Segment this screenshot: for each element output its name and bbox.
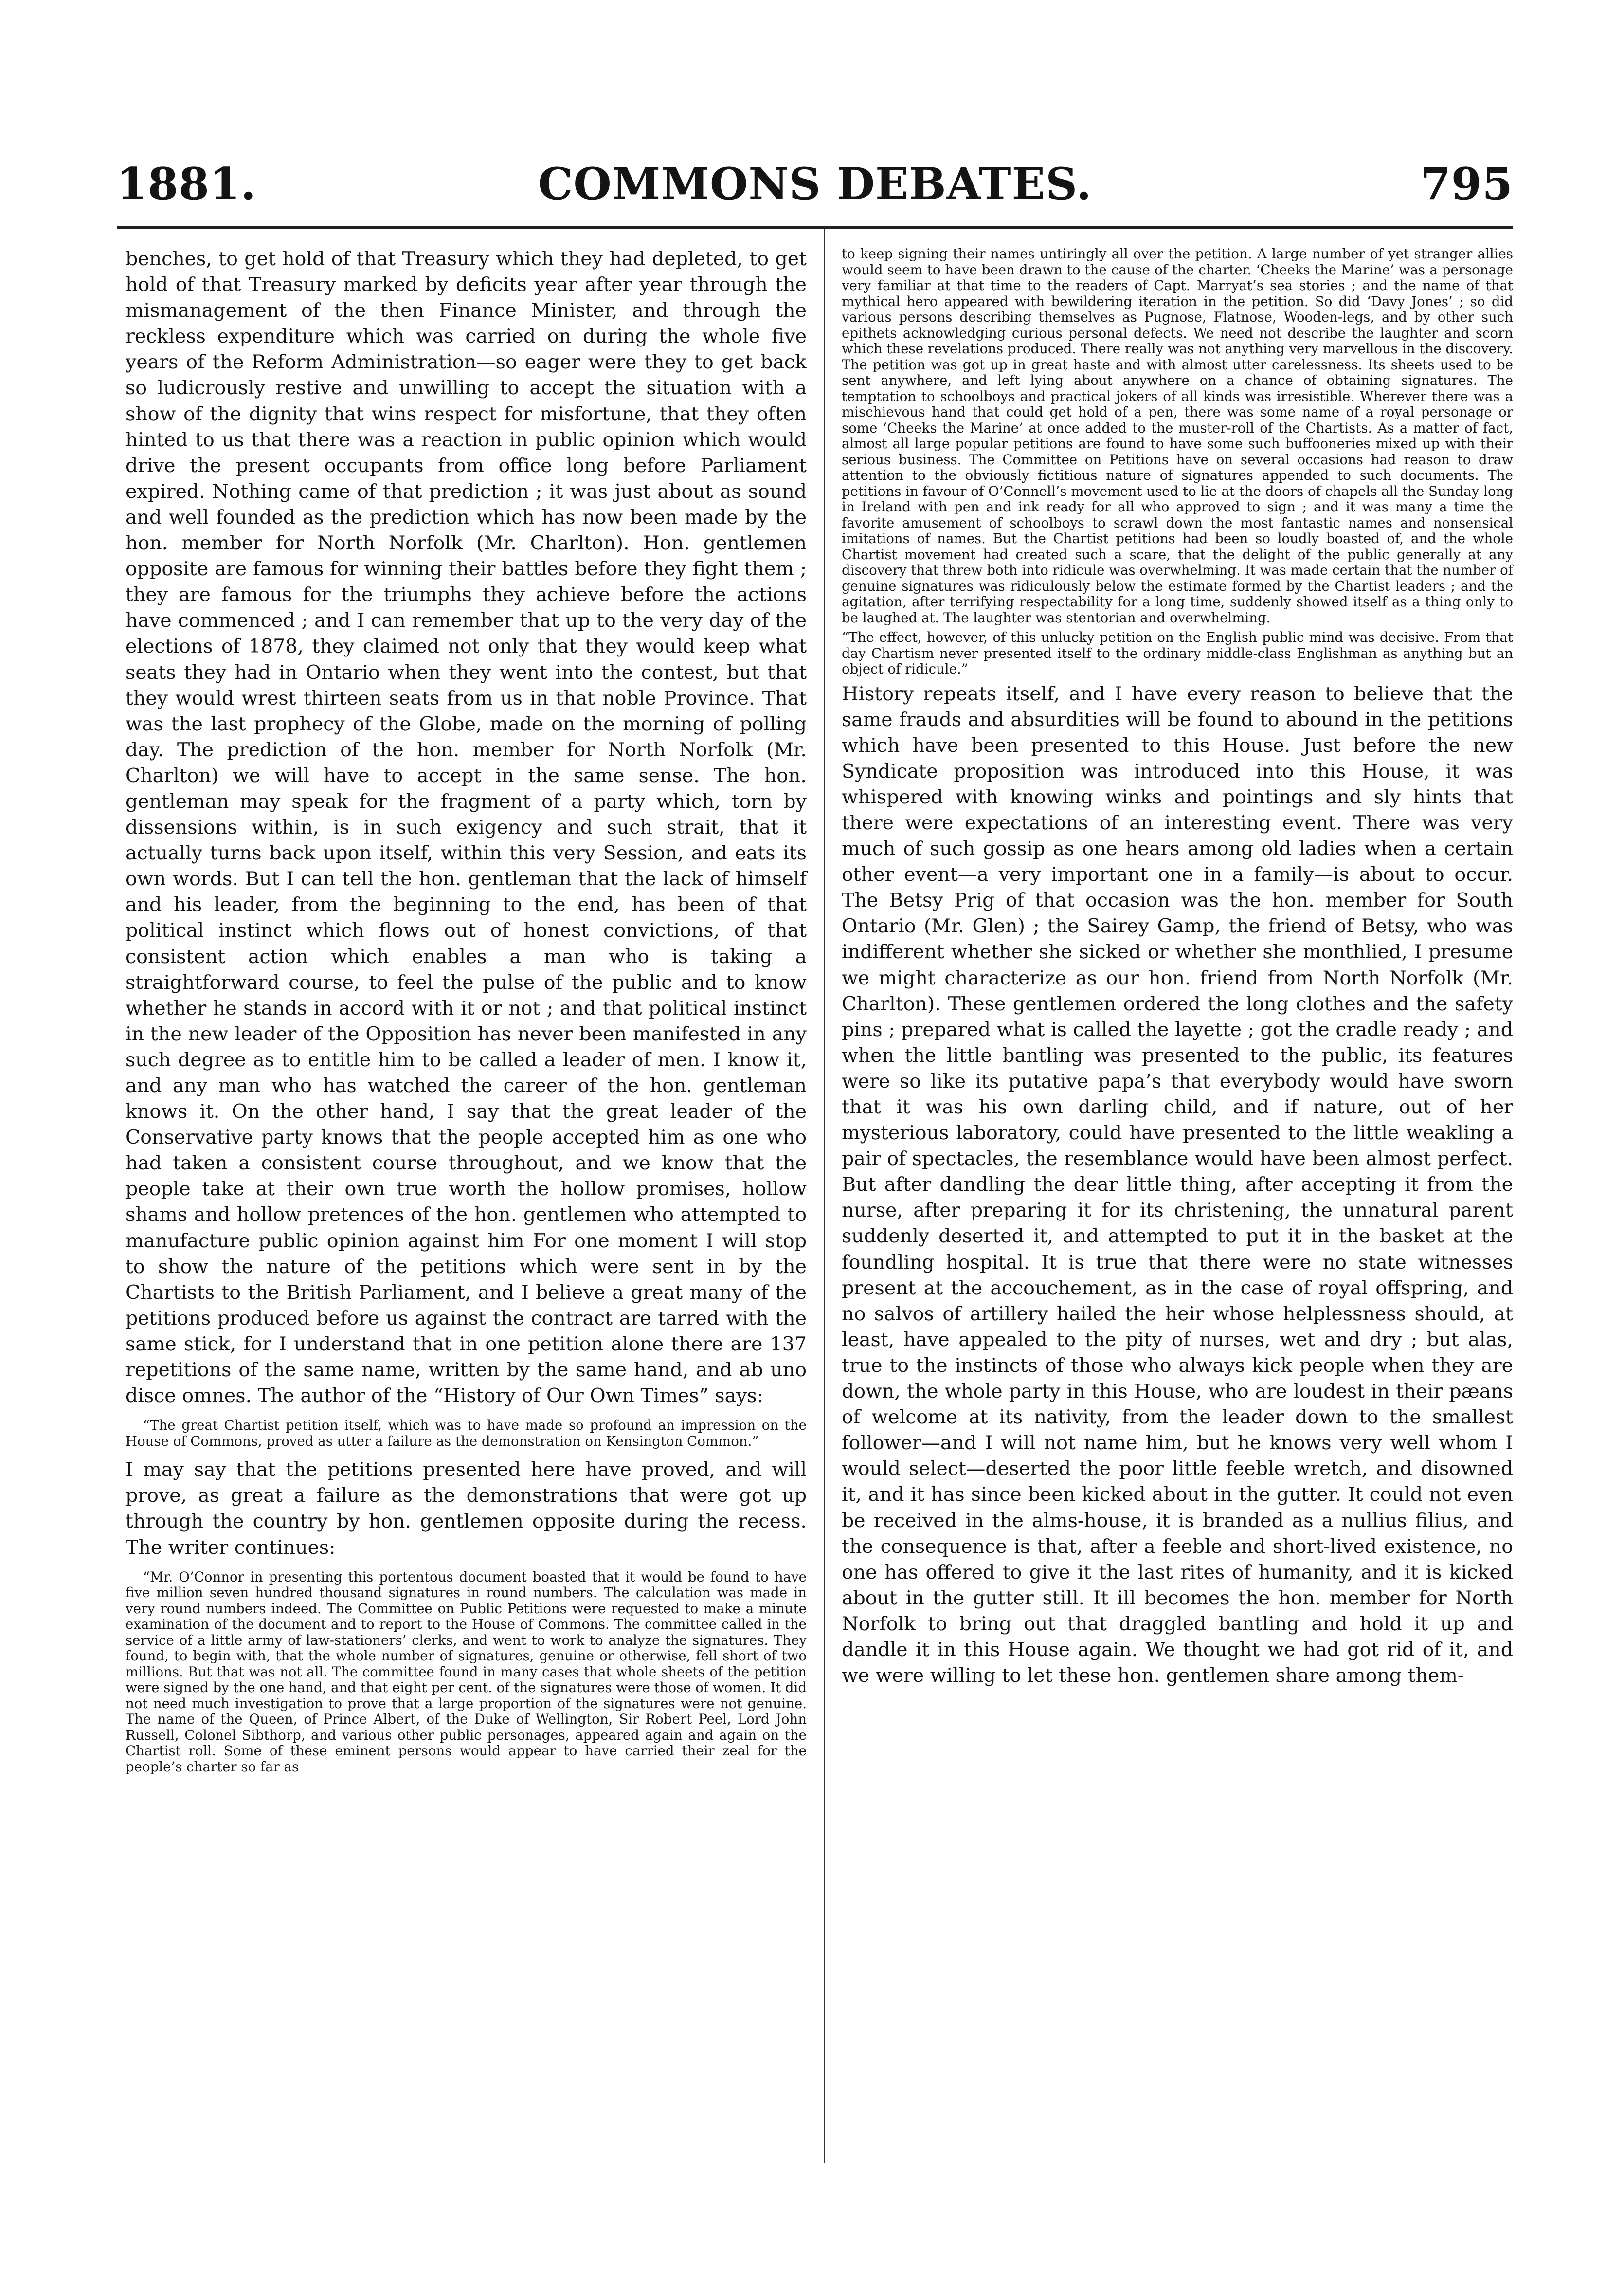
speech-paragraph: History repeats itself, and I have every reason to believe that the same frauds and absurdities will be found to abound in the petitions which have been presented to this House. Just before the new Syndicate proposition was introduced into this House, it was whispered with knowing winks and pointings and sly hints that there were expectations of an interesting event. There was very much of such gossip as one hears among old ladies when a certain other event—a very important one in a family—is about to occur. The Betsy Prig of that occasion was the hon. member for South Ontario (Mr. Glen) ; the Sairey Gamp, the friend of Betsy, who was indifferent whether she sicked or whether she monthlied, I presume we might characterize as our hon. friend from North Norfolk (Mr. Charlton). These gentlemen ordered the long clothes and the safety pins ; prepared what is called the layette ; got the cradle ready ; and when the little bantling was presented to the public, its features were so like its putative papa’s that everybody would have sworn that it was his own darling child, and if nature, out of her mysterious laboratory, could have presented to the little weakling a pair of spectacles, the resemblance would have been almost perfect. But after dandling the dear little thing, after accepting it from the nurse, after preparing it for its christening, the unnatural parent suddenly deserted it, and attempted to put it in the basket at the foundling hospital. It is true that there were no state witnesses present at the accouchement, as in the case of royal offspring, and no salvos of artillery hailed the heir whose helplessness should, at least, have appealed to the pity of nurses, wet and dry ; but alas, true to the instincts of those who always kick people when they are down, the whole party in this House, who are loudest in their pæans of welcome at its nativity, from the leader down to the smallest follower—and I will not name him, but he knows very well whom I would select—deserted the poor little feeble wretch, and disowned it, and it has since been kicked about in the gutter. It could not even be received in the alms-house, it is branded as a nullius filius, and the consequence is that, after a feeble and short-lived existence, no one has offered to give it the last rites of humanity, and it is kicked about in the gutter still. It ill becomes the hon. member for North Norfolk to bring out that draggled bantling and hold it up and dandle it in this House again. We thought we had got rid of it, and we were willing to let these hon. gentlemen share among them- xyxy=(842,682,1513,1687)
running-title: COMMONS DEBATES. xyxy=(538,158,1092,210)
left-column xyxy=(126,246,807,1783)
block-quote-continued: to keep signing their names untiringly all over the petition. A large number of yet stranger allies would seem to have been drawn to the cause of the charter. ‘Cheeks the Marine’ was a personage very familiar at that time to the readers of Capt. Marryat’s sea stories ; and the name of that mythical hero appeared with bewildering iteration in the petition. So did ‘Davy Jones’ ; so did various persons describing themselves as Pugnose, Flatnose, Wooden-legs, and by other such epithets acknowledging curious personal defects. We need not describe the laughter and scorn which these revelations produced. There really was not anything very marvellous in the discovery. The petition was got up in great haste and with almost utter carelessness. Its sheets used to be sent anywhere, and left lying about anywhere on a chance of obtaining signatures. The temptation to schoolboys and practical jokers of all kinds was irresistible. Wherever there was a mischievous hand that could get hold of a pen, there was some name of a royal personage or some ‘Cheeks the Marine’ at once added to the muster-roll of the Chartists. As a matter of fact, almost all large popular petitions are found to have some such buffooneries mixed up with their serious business. The Committee on Petitions have on several occasions had reason to draw attention to the obviously fictitious nature of signatures appended to such documents. The petitions in favour of O’Connell’s movement used to lie at the doors of chapels all the Sunday long in Ireland with pen and ink ready for all who approved to sign ; and it was many a time the favorite amusement of schoolboys to scrawl down the most fantastic names and nonsensical imitations of names. But the Chartist petitions had been so loudly boasted of, and the whole Chartist movement had created such a scare, that the delight of the public generally at any discovery that threw both into ridicule was overwhelming. It was made certain that the number of genuine signatures was ridiculously below the estimate formed by the Chartist leaders ; and the agitation, after terrifying respectability for a long time, suddenly showed itself as a thing only to be laughed at. The laughter was stentorian and overwhelming. xyxy=(842,246,1513,626)
right-column xyxy=(842,246,1513,1689)
block-quote: “Mr. O’Connor in presenting this portentous document boasted that it would be found to have five million seven hundred thousand signatures in round numbers. The calculation was made in very round numbers indeed. The Committee on Public Petitions were requested to make a minute examination of the document and to report to the House of Commons. The committee called in the service of a little army of law-stationers’ clerks, and went to work to analyze the signatures. They found, to begin with, that the whole number of signatures, genuine or otherwise, fell short of two millions. But that was not all. The committee found in many cases that whole sheets of the petition were signed by the one hand, and that eight per cent. of the signatures were those of women. It did not need much investigation to prove that a large proportion of the signatures were not genuine. The name of the Queen, of Prince Albert, of the Duke of Wellington, Sir Robert Peel, Lord John Russell, Colonel Sibthorp, and various other public personages, appeared again and again on the Chartist roll. Some of these eminent persons would appear to have carried their zeal for the people’s charter so far as xyxy=(126,1568,807,1775)
block-quote: “The great Chartist petition itself, which was to have made so profound an impression on the House of Commons, proved as utter a failure as the demonstration on Kensington Common.” xyxy=(126,1417,807,1449)
page-header xyxy=(117,155,1513,213)
header-rule xyxy=(117,226,1513,229)
page-number: 795 xyxy=(1420,158,1513,210)
column-divider xyxy=(824,229,825,2163)
block-quote: “The effect, however, of this unlucky petition on the English public mind was decisive. From that day Chartism never presented itself to the ordinary middle-class Englishman as anything but an object of ridicule.” xyxy=(842,629,1513,677)
speech-paragraph: benches, to get hold of that Treasury which they had depleted, to get hold of that Treasury marked by deficits year after year through the mismanagement of the then Finance Minister, and through the reckless expenditure which was carried on during the whole five years of the Reform Administration—so eager were they to get back so ludicrously restive and unwilling to accept the situation with a show of the dignity that wins respect for misfortune, that they often hinted to us that there was a reaction in public opinion which would drive the present occupants from office long before Parliament expired. Nothing came of that prediction ; it was just about as sound and well founded as the prediction which has now been made by the hon. member for North Norfolk (Mr. Charlton). Hon. gentlemen opposite are famous for winning their battles before they fight them ; they are famous for the triumphs they achieve before the actions have commenced ; and I can remember that up to the very day of the elections of 1878, they claimed not only that they would keep what seats they had in Ontario when they went into the contest, but that they would wrest thirteen seats from us in that noble Province. That was the last prophecy of the Globe, made on the morning of polling day. The prediction of the hon. member for North Norfolk (Mr. Charlton) we will have to accept in the same sense. The hon. gentleman may speak for the fragment of a party which, torn by dissensions within, is in such exigency and such strait, that it actually turns back upon itself, within this very Session, and eats its own words. But I can tell the hon. gentleman that the lack of himself and his leader, from the beginning to the end, has been of that political instinct which flows out of honest convictions, of that consistent action which enables a man who is taking a straightforward course, to feel the pulse of the public and to know whether he stands in accord with it or not ; and that political instinct in the new leader of the Opposition has never been manifested in any such degree as to entitle him to be called a leader of men. I know it, and any man who has watched the career of the hon. gentleman knows it. On the other hand, I say that the great leader of the Conservative party knows that the people accepted him as one who had taken a consistent course throughout, and we know that the people take at their own true worth the hollow promises, hollow shams and hollow pretences of the hon. gentlemen who attempted to manufacture public opinion against him For one moment I will stop to show the nature of the petitions which were sent in by the Chartists to the British Parliament, and I believe a great many of the petitions produced before us against the contract are tarred with the same stick, for I understand that in one petition alone there are 137 repetitions of the same name, written by the same hand, and ab uno disce omnes. The author of the “History of Our Own Times” says: xyxy=(126,248,807,1407)
header-year: 1881. xyxy=(117,158,256,210)
speech-paragraph: I may say that the petitions presented here have proved, and will prove, as great a failure as the demonstrations that were got up through the country by hon. gentlemen opposite during the recess. The writer continues: xyxy=(126,1458,807,1559)
